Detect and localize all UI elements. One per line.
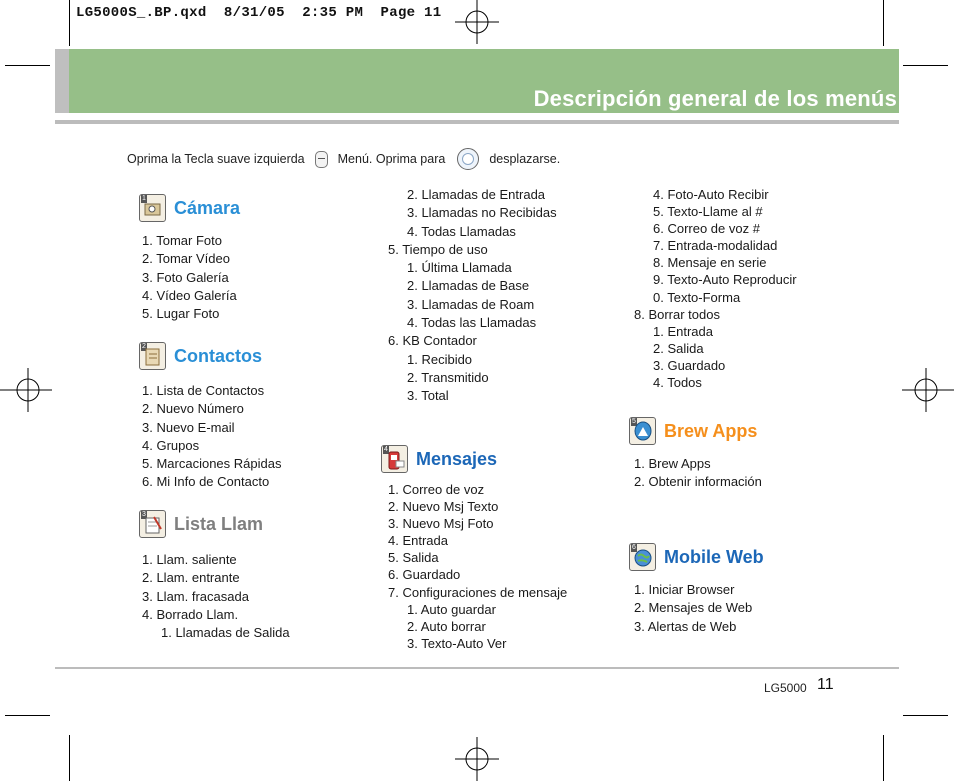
list-item: 1. Correo de voz [388, 482, 485, 497]
brew-list [634, 455, 762, 492]
section-title: Lista Llam [174, 513, 264, 534]
mensajes-continued [634, 186, 797, 391]
list-item: 5. Tiempo de uso [388, 241, 488, 257]
list-item: 6. Mi Info de Contacto [142, 474, 270, 490]
list-subitem: 8. Mensaje en serie [653, 255, 767, 271]
list-subitem: 6. Correo de voz # [653, 221, 760, 237]
list-item: 4. Vídeo Galería [142, 287, 237, 303]
list-item: 3. Nuevo E-mail [142, 419, 235, 435]
list-subitem: 2. Llamadas de Entrada [407, 187, 546, 202]
crop-mark [883, 0, 884, 46]
list-item: 6. Guardado [388, 567, 461, 583]
list-subitem: 3. Guardado [653, 357, 726, 373]
intro-text-3: desplazarse. [489, 152, 561, 166]
brew-apps-icon: 5 [629, 417, 656, 445]
crop-mark [69, 735, 70, 781]
crop-mark [69, 0, 70, 46]
camera-icon: 1 [139, 194, 166, 222]
list-item: 2. Tomar Vídeo [142, 251, 230, 267]
list-item: 2. Nuevo Msj Texto [388, 499, 499, 515]
list-subitem: 1. Auto guardar [407, 601, 496, 617]
list-subitem: 5. Texto-Llame al # [653, 204, 763, 220]
lista-llam-list [142, 551, 290, 642]
list-subitem: 0. Texto-Forma [653, 289, 741, 305]
registration-mark-icon [455, 737, 499, 781]
call-list-icon: 3 [139, 510, 166, 538]
list-item: 5. Marcaciones Rápidas [142, 456, 282, 472]
print-slug: LG5000S_.BP.qxd 8/31/05 2:35 PM Page 11 [76, 5, 442, 21]
list-item: 7. Configuraciones de mensaje [388, 584, 568, 600]
lista-llam-continued [388, 186, 557, 406]
list-subitem: 4. Foto-Auto Recibir [653, 187, 769, 202]
list-item: 5. Salida [388, 550, 439, 566]
footer-model: LG5000 [764, 681, 807, 695]
footer-divider [55, 667, 899, 669]
mobile-web-list [634, 581, 752, 636]
list-subitem: 2. Auto borrar [407, 618, 486, 634]
mensajes-list [388, 481, 567, 652]
list-item: 4. Entrada [388, 533, 448, 549]
section-brew-apps [629, 417, 757, 445]
section-mobile-web [629, 543, 764, 571]
section-title: Brew Apps [664, 420, 758, 441]
list-subitem: 2. Salida [653, 340, 704, 356]
crop-mark [903, 65, 948, 66]
list-subitem: 4. Todos [653, 375, 702, 391]
section-title: Mobile Web [664, 546, 764, 567]
registration-mark-icon [0, 368, 52, 412]
list-item: 3. Foto Galería [142, 269, 229, 285]
crop-mark [903, 715, 948, 716]
list-subitem: 1. Última Llamada [407, 260, 512, 276]
list-subitem: 2. Transmitido [407, 369, 489, 385]
list-subitem: 4. Todas Llamadas [407, 223, 516, 239]
list-item: 1. Lista de Contactos [142, 383, 265, 398]
crop-mark [883, 735, 884, 781]
list-item: 3. Nuevo Msj Foto [388, 516, 494, 532]
list-item: 8. Borrar todos [634, 306, 720, 322]
crop-mark [5, 715, 50, 716]
list-subitem: 3. Llamadas no Recibidas [407, 205, 557, 221]
page-title: Descripción general de los menús [533, 86, 897, 111]
list-item: 1. Iniciar Browser [634, 582, 735, 597]
list-item: 4. Borrado Llam. [142, 606, 239, 622]
list-subitem: 7. Entrada-modalidad [653, 238, 778, 254]
intro-line [127, 148, 560, 170]
list-item: 2. Nuevo Número [142, 401, 244, 417]
list-item: 3. Alertas de Web [634, 618, 737, 634]
list-subitem: 1. Recibido [407, 351, 473, 367]
list-item: 1. Llam. saliente [142, 552, 237, 567]
list-subitem: 1. Entrada [653, 323, 713, 339]
list-subitem: 3. Llamadas de Roam [407, 296, 535, 312]
camara-list [142, 232, 237, 323]
globe-icon: 6 [629, 543, 656, 571]
list-subitem: 1. Llamadas de Salida [161, 625, 290, 641]
list-item: 3. Llam. fracasada [142, 588, 249, 604]
list-item: 4. Grupos [142, 437, 200, 453]
list-item: 2. Obtenir información [634, 474, 762, 490]
section-title: Mensajes [416, 448, 498, 469]
left-soft-key-icon [315, 151, 328, 168]
list-item: 1. Tomar Foto [142, 233, 222, 248]
list-item: 1. Brew Apps [634, 456, 711, 471]
section-camara [139, 194, 240, 222]
messages-icon: 4 [381, 445, 408, 473]
intro-text-1: Oprima la Tecla suave izquierda [127, 152, 305, 166]
list-item: 2. Mensajes de Web [634, 600, 753, 616]
header-divider [55, 120, 899, 124]
list-subitem: 4. Todas las Llamadas [407, 315, 537, 331]
list-item: 2. Llam. entrante [142, 570, 240, 586]
list-subitem: 3. Total [407, 388, 449, 404]
section-mensajes [381, 445, 497, 473]
contactos-list [142, 382, 281, 492]
registration-mark-icon [455, 0, 499, 44]
intro-text-2: Menú. Oprima para [337, 152, 446, 166]
list-item: 5. Lugar Foto [142, 306, 220, 322]
section-contactos [139, 342, 262, 370]
page-number: 11 [817, 676, 834, 693]
navigation-key-icon [457, 148, 479, 170]
list-subitem: 2. Llamadas de Base [407, 278, 530, 294]
header-tab [55, 49, 69, 113]
section-title: Cámara [174, 197, 241, 218]
crop-mark [5, 65, 50, 66]
section-lista-llam [139, 510, 263, 538]
list-subitem: 9. Texto-Auto Reproducir [653, 272, 797, 288]
list-item: 6. KB Contador [388, 333, 477, 349]
list-subitem: 3. Texto-Auto Ver [407, 635, 507, 651]
registration-mark-icon [902, 368, 954, 412]
section-title: Contactos [174, 345, 263, 366]
contacts-icon: 2 [139, 342, 166, 370]
